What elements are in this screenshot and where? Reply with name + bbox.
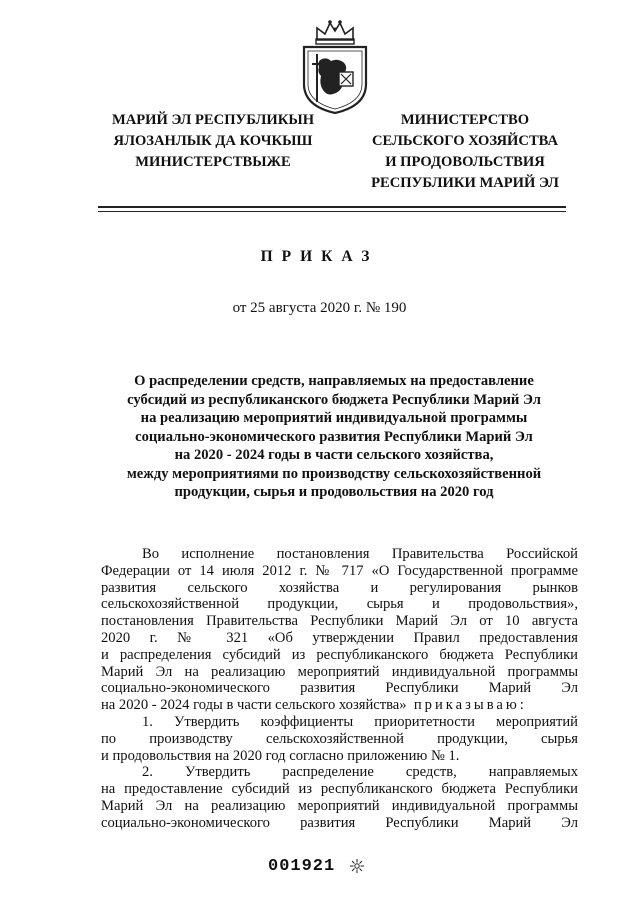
title-line: О распределении средств, направляемых на предоставление xyxy=(134,373,534,389)
header-left-line: МАРИЙ ЭЛ РЕСПУБЛИКЫН xyxy=(111,112,315,128)
body-line: Федерации от 14 июля 2012 г. № 717 «О Государственной программе xyxy=(101,562,578,579)
title-line: продукции, сырья и продовольствия на 2020 год xyxy=(174,484,494,500)
form-serial-number: 001921 xyxy=(268,857,336,876)
document-body xyxy=(101,546,578,832)
header-left-line: ЯЛОЗАНЛЫК ДА КОЧКЫШ xyxy=(113,133,313,149)
title-line: на 2020 - 2024 годы в части сельского хозяйства, xyxy=(174,447,494,463)
asterisk-seal-icon xyxy=(349,858,365,874)
body-line: постановления Правительства Республики Марий Эл от 10 августа xyxy=(101,613,578,630)
title-line: на реализацию мероприятий индивидуальной программы xyxy=(140,410,528,426)
document-type-heading: ПРИКАЗ xyxy=(260,248,379,265)
header-right-line: МИНИСТЕРСТВО xyxy=(400,112,530,128)
header-divider-thin xyxy=(98,211,566,212)
header-right-line: СЕЛЬСКОГО ХОЗЯЙСТВА xyxy=(371,133,559,149)
body-line: на предоставление субсидий из республиканского бюджета Республики xyxy=(101,781,578,798)
body-line: Марий Эл на реализацию мероприятий индивидуальной программы xyxy=(101,663,578,680)
body-line: Во исполнение постановления Правительства Российской xyxy=(142,546,578,562)
coat-of-arms-icon xyxy=(295,14,375,114)
body-line: на 2020 - 2024 годы в части сельского хозяйства» xyxy=(101,697,407,714)
body-line: по производству сельскохозяйственной продукции, сырья xyxy=(101,730,578,747)
body-line: и распределения субсидий из республиканского бюджета Республики xyxy=(101,646,578,663)
body-line: 2. Утвердить распределение средств, направляемых xyxy=(142,764,578,781)
header-left-ministry-name xyxy=(88,110,338,173)
body-line: 2020 г. № 321 «Об утверждении Правил предоставления xyxy=(101,629,578,646)
header-right-ministry-name xyxy=(340,110,590,194)
header-divider-thick xyxy=(98,206,566,208)
document-title xyxy=(100,372,568,502)
body-line: сельскохозяйственной продукции, сырья и продовольствия», xyxy=(101,596,578,613)
body-line: и продовольствия на 2020 год согласно приложению № 1. xyxy=(101,747,460,764)
body-line: Марий Эл на реализацию мероприятий индивидуальной программы xyxy=(101,797,578,814)
body-line: развития сельского хозяйства и регулирования рынков xyxy=(101,579,578,596)
title-line: между мероприятиями по производству сельскохозяйственной xyxy=(126,465,542,482)
title-line: социально-экономического развития Республики Марий Эл xyxy=(135,428,533,445)
header-right-line: РЕСПУБЛИКИ МАРИЙ ЭЛ xyxy=(371,175,559,191)
title-line: субсидий из республиканского бюджета Республики Марий Эл xyxy=(127,391,541,408)
body-line: 1. Утвердить коэффициенты приоритетности мероприятий xyxy=(142,713,578,730)
body-line-with-order-word xyxy=(101,697,578,714)
body-line: социально-экономического развития Республики Марий Эл xyxy=(101,680,578,697)
body-line: социально-экономического развития Республики Марий Эл xyxy=(101,814,578,831)
header-left-line: МИНИСТЕРСТВЫЖЕ xyxy=(135,154,291,170)
document-date-number: от 25 августа 2020 г. № 190 xyxy=(232,300,407,316)
header-right-line: И ПРОДОВОЛЬСТВИЯ xyxy=(385,154,545,170)
order-word: приказываю: xyxy=(413,697,527,714)
